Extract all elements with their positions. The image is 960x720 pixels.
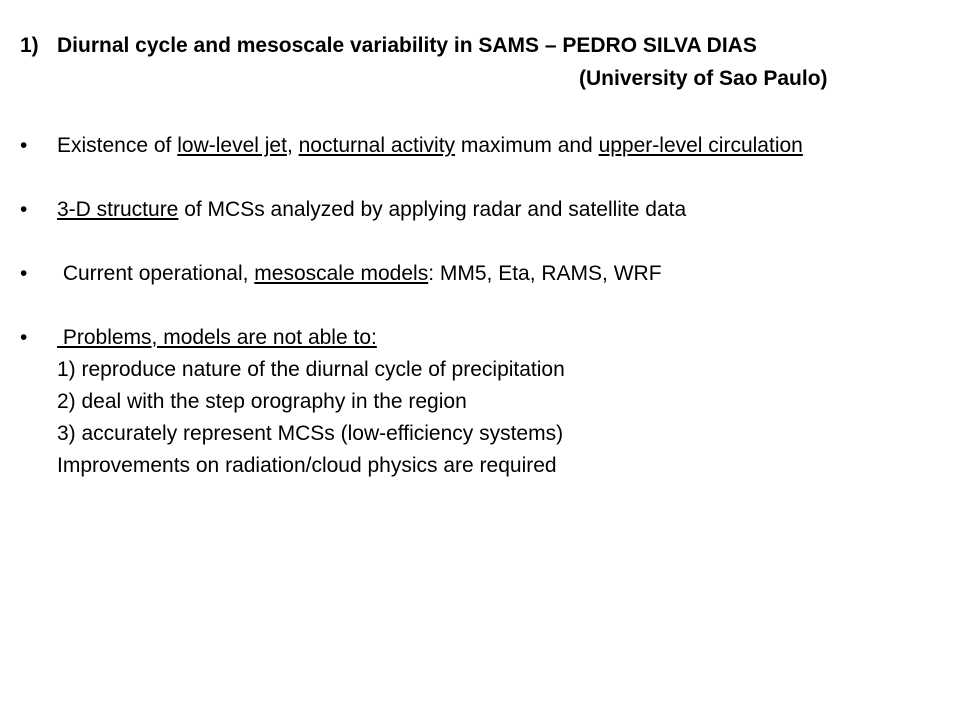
underlined-term: nocturnal activity <box>298 134 456 157</box>
heading-number: 1) <box>20 34 39 57</box>
bullet-item-3d-structure <box>20 194 930 226</box>
bullet-list <box>20 130 930 482</box>
bullet-marker: • <box>20 326 28 349</box>
underlined-term: 3-D structure <box>57 198 179 221</box>
bullet-text: Existence of <box>57 134 178 157</box>
heading-title: Diurnal cycle and mesoscale variability in SAMS – PEDRO SILVA DIAS <box>57 34 757 57</box>
slide-heading <box>20 29 920 95</box>
bullet-marker: • <box>20 198 28 221</box>
bullet-text: : MM5, Eta, RAMS, WRF <box>428 262 662 285</box>
heading-affiliation: (University of Sao Paulo) <box>579 67 828 90</box>
underlined-term: upper-level circulation <box>598 134 803 157</box>
bullet-text: Current operational, <box>57 262 255 285</box>
problem-line-1: 1) reproduce nature of the diurnal cycle of precipitation <box>57 358 565 381</box>
underlined-term: mesoscale models <box>254 262 429 285</box>
bullet-text: maximum and <box>455 134 599 157</box>
bullet-item-low-level-jet <box>20 130 930 162</box>
problem-line-3: 3) accurately represent MCSs (low-efficiency systems) <box>57 422 564 445</box>
bullet-item-problems <box>20 322 930 482</box>
bullet-text: , <box>286 134 299 157</box>
underlined-term: Problems, models are not able to: <box>57 326 377 349</box>
improvements-line: Improvements on radiation/cloud physics are required <box>57 454 557 477</box>
bullet-item-mesoscale-models <box>20 258 930 290</box>
heading-title-line <box>20 29 920 62</box>
bullet-text: of MCSs analyzed by applying radar and satellite data <box>178 198 687 221</box>
underlined-term: low-level jet <box>177 134 287 157</box>
problem-line-2: 2) deal with the step orography in the region <box>57 390 467 413</box>
bullet-marker: • <box>20 262 28 285</box>
bullet-marker: • <box>20 134 28 157</box>
